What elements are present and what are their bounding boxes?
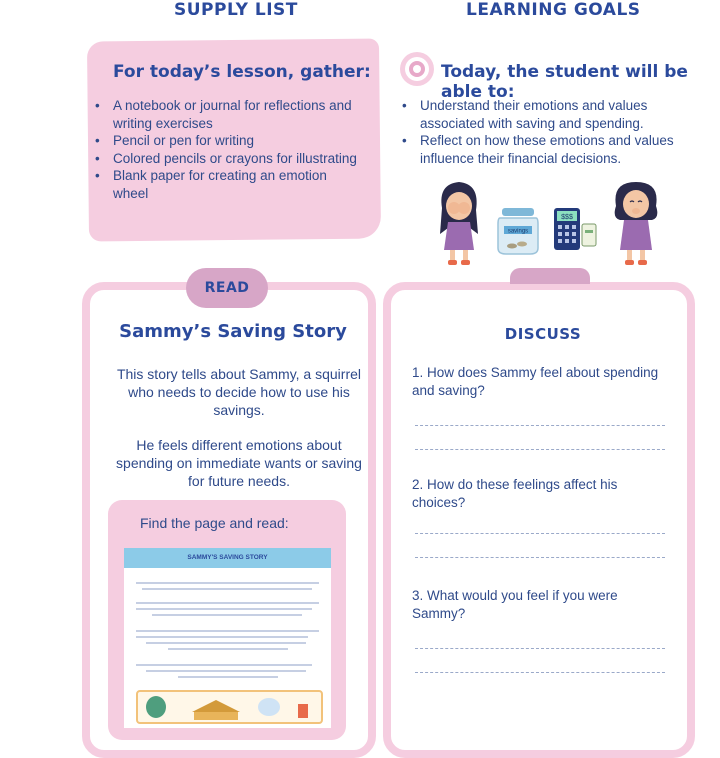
answer-line[interactable] (415, 425, 665, 426)
story-emotions-text: He feels different emotions about spending on immediate wants or saving for future needs. (116, 437, 362, 489)
answer-line[interactable] (415, 557, 665, 558)
learning-goals-list (400, 97, 700, 167)
goal-item: • Reflect on how these emotions and values influence their financial decisions. (400, 132, 700, 167)
story-description: This story tells about Sammy, a squirrel who needs to decide how to use his savings. (116, 366, 362, 418)
goal-item: • Understand their emotions and values associated with saving and spending. (400, 97, 700, 132)
discuss-heading: DISCUSS (504, 325, 582, 343)
answer-line[interactable] (415, 533, 665, 534)
read-label: READ (204, 280, 250, 296)
supply-item: • A notebook or journal for reflections and writing exercises (93, 97, 365, 132)
supply-list-lead: For today’s lesson, gather: (113, 62, 371, 82)
target-icon (398, 50, 436, 88)
answer-line[interactable] (415, 672, 665, 673)
supply-list-heading: SUPPLY LIST (174, 0, 298, 20)
happy-girl-illustration (608, 178, 664, 266)
savings-jar-icon (494, 206, 542, 256)
find-page-label: Find the page and read: (140, 515, 289, 531)
discussion-question-3: 3. What would you feel if you were Sammy? (412, 588, 618, 621)
discuss-card (383, 282, 695, 758)
story-title: Sammy’s Saving Story (119, 321, 347, 342)
discuss-tab (510, 268, 590, 284)
supply-item: • Blank paper for creating an emotion wheel (93, 167, 365, 202)
supply-item: • Pencil or pen for writing (93, 132, 365, 150)
thumbnail-title: SAMMY'S SAVING STORY (187, 554, 268, 561)
learning-goals-heading: LEARNING GOALS (466, 0, 641, 20)
supply-list (93, 97, 365, 202)
answer-line[interactable] (415, 648, 665, 649)
supply-item: • Colored pencils or crayons for illustrating (93, 150, 365, 168)
story-page-thumbnail (124, 548, 331, 728)
discussion-question-1: 1. How does Sammy feel about spending and saving? (412, 365, 659, 398)
answer-line[interactable] (415, 449, 665, 450)
discussion-question-2: 2. How do these feelings affect his choices? (412, 477, 618, 510)
calculator-icon (552, 206, 600, 252)
thumbnail-illustration (136, 690, 323, 724)
calculator-display: $$$ (561, 214, 573, 221)
jar-label: savings (507, 228, 529, 235)
learning-goals-lead: Today, the student will be able to: (441, 62, 688, 102)
worried-girl-illustration (432, 178, 486, 266)
